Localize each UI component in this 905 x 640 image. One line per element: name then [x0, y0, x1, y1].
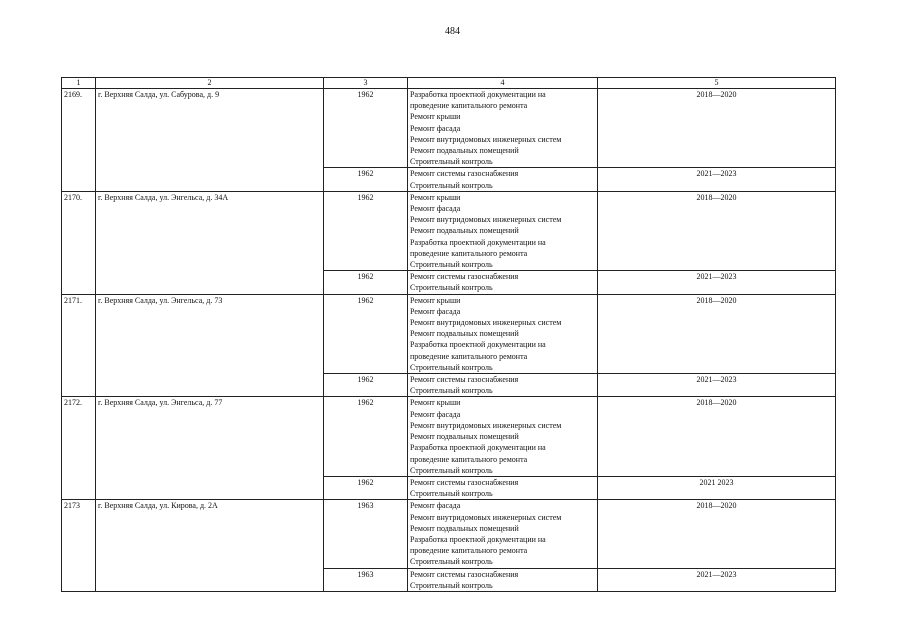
work-item: Ремонт подвальных помещений: [410, 432, 519, 442]
work-item: Ремонт крыши: [410, 112, 461, 122]
entry-address: г. Верхняя Салда, ул. Кирова, д. 2А: [96, 500, 324, 592]
work-item: Ремонт системы газоснабжения: [410, 272, 519, 282]
work-item: Строительный контроль: [410, 260, 493, 270]
works-list: [408, 500, 598, 568]
work-item: проведение капитального ремонта: [410, 351, 528, 361]
column-header: 4: [408, 78, 598, 89]
work-item: Ремонт подвальных помещений: [410, 226, 519, 236]
construction-year: 1962: [324, 191, 408, 270]
work-item: Ремонт фасада: [410, 409, 461, 419]
column-header: 2: [96, 78, 324, 89]
column-header: 5: [598, 78, 836, 89]
work-item: Ремонт фасада: [410, 306, 461, 316]
work-item: Строительный контроль: [410, 557, 493, 567]
works-list: [408, 374, 598, 397]
work-item: Разработка проектной документации на: [410, 534, 546, 544]
column-header: 3: [324, 78, 408, 89]
work-item: Строительный контроль: [410, 386, 493, 396]
entry-address: г. Верхняя Салда, ул. Энгельса, д. 34А: [96, 191, 324, 294]
repair-period: 2018—2020: [598, 191, 836, 270]
construction-year: 1962: [324, 89, 408, 168]
works-list: [408, 568, 598, 591]
construction-year: 1963: [324, 568, 408, 591]
table-row: [62, 294, 836, 373]
entry-number: 2169.: [62, 89, 96, 192]
work-item: Ремонт крыши: [410, 398, 461, 408]
work-item: Ремонт крыши: [410, 192, 461, 202]
work-item: Ремонт системы газоснабжения: [410, 477, 519, 487]
work-item: Ремонт внутридомовых инженерных систем: [410, 420, 562, 430]
column-header: 1: [62, 78, 96, 89]
repair-period: 2021—2023: [598, 374, 836, 397]
table-row: [62, 397, 836, 476]
table-row: [62, 191, 836, 270]
repair-period: 2021 2023: [598, 476, 836, 499]
entry-address: г. Верхняя Салда, ул. Сабурова, д. 9: [96, 89, 324, 192]
repair-period: 2021—2023: [598, 168, 836, 191]
construction-year: 1962: [324, 294, 408, 373]
work-item: Ремонт внутридомовых инженерных систем: [410, 134, 562, 144]
work-item: Строительный контроль: [410, 180, 493, 190]
construction-year: 1962: [324, 374, 408, 397]
work-item: Ремонт крыши: [410, 295, 461, 305]
work-item: Ремонт внутридомовых инженерных систем: [410, 512, 562, 522]
work-item: Ремонт подвальных помещений: [410, 146, 519, 156]
work-item: Ремонт внутридомовых инженерных систем: [410, 318, 562, 328]
work-item: Строительный контроль: [410, 465, 493, 475]
construction-year: 1963: [324, 500, 408, 568]
table-row: [62, 500, 836, 568]
works-list: [408, 476, 598, 499]
construction-year: 1962: [324, 397, 408, 476]
works-list: [408, 294, 598, 373]
work-item: Разработка проектной документации на: [410, 443, 546, 453]
repair-period: 2018—2020: [598, 500, 836, 568]
work-item: Ремонт системы газоснабжения: [410, 169, 519, 179]
repair-period: 2021—2023: [598, 271, 836, 294]
work-item: проведение капитального ремонта: [410, 546, 528, 556]
work-item: Строительный контроль: [410, 362, 493, 372]
construction-year: 1962: [324, 168, 408, 191]
entry-number: 2171.: [62, 294, 96, 397]
work-item: проведение капитального ремонта: [410, 454, 528, 464]
works-list: [408, 271, 598, 294]
works-list: [408, 168, 598, 191]
work-item: Строительный контроль: [410, 283, 493, 293]
works-list: [408, 89, 598, 168]
work-item: Ремонт подвальных помещений: [410, 329, 519, 339]
work-item: Ремонт внутридомовых инженерных систем: [410, 215, 562, 225]
work-item: Ремонт системы газоснабжения: [410, 375, 519, 385]
work-item: проведение капитального ремонта: [410, 101, 528, 111]
work-item: Ремонт фасада: [410, 501, 461, 511]
work-item: Разработка проектной документации на: [410, 90, 546, 99]
repair-period: 2018—2020: [598, 89, 836, 168]
entry-number: 2170.: [62, 191, 96, 294]
page-number: 484: [445, 26, 460, 37]
entry-address: г. Верхняя Салда, ул. Энгельса, д. 73: [96, 294, 324, 397]
construction-year: 1962: [324, 476, 408, 499]
repair-period: 2021—2023: [598, 568, 836, 591]
work-item: Разработка проектной документации на: [410, 340, 546, 350]
works-list: [408, 397, 598, 476]
entry-number: 2173: [62, 500, 96, 592]
work-item: Строительный контроль: [410, 580, 493, 590]
work-item: проведение капитального ремонта: [410, 248, 528, 258]
entry-address: г. Верхняя Салда, ул. Энгельса, д. 77: [96, 397, 324, 500]
work-item: Ремонт подвальных помещений: [410, 523, 519, 533]
construction-year: 1962: [324, 271, 408, 294]
repair-schedule-table: [61, 77, 836, 592]
work-item: Строительный контроль: [410, 489, 493, 499]
work-item: Строительный контроль: [410, 157, 493, 167]
work-item: Ремонт фасада: [410, 123, 461, 133]
entry-number: 2172.: [62, 397, 96, 500]
repair-period: 2018—2020: [598, 397, 836, 476]
work-item: Ремонт фасада: [410, 204, 461, 214]
table-header-row: [62, 78, 836, 89]
table-row: [62, 89, 836, 168]
repair-period: 2018—2020: [598, 294, 836, 373]
works-list: [408, 191, 598, 270]
work-item: Ремонт системы газоснабжения: [410, 569, 519, 579]
work-item: Разработка проектной документации на: [410, 237, 546, 247]
